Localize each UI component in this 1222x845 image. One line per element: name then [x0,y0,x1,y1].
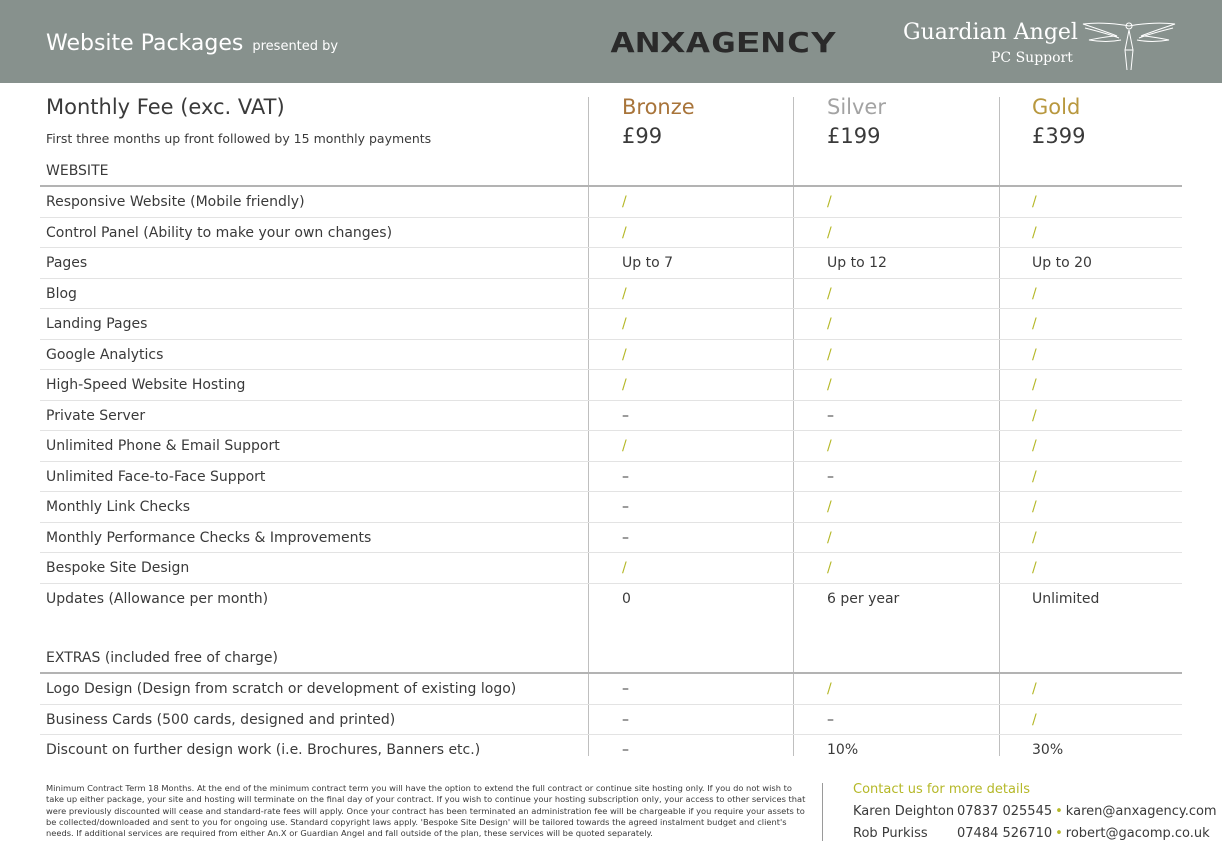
contact-email[interactable]: robert@gacomp.co.uk [1065,826,1210,841]
plan-price-silver: £199 [827,124,881,148]
anx-logo-text: ANXAGENCY [610,27,836,57]
table-row [40,735,1182,766]
extras-section-label: EXTRAS (included free of charge) [46,650,278,666]
included-mark-gold: / [1032,711,1037,728]
included-mark-gold: / [1032,194,1037,210]
contact-name: Rob Purkiss [853,826,928,841]
contact-phone: 07484 526710 [957,826,1053,841]
included-mark-bronze: / [622,377,627,393]
included-mark-gold: / [1032,346,1037,363]
plan-value-bronze: 0 [622,590,631,607]
included-mark-gold: / [1032,377,1037,393]
table-row [40,218,1182,249]
feature-label: Unlimited Face-to-Face Support [46,468,266,485]
plan-price-bronze: £99 [622,124,663,148]
included-mark-gold: / [1032,285,1037,302]
page-title [46,31,338,56]
table-row [40,279,1182,310]
anx-agency-logo [610,27,836,57]
not-included-mark-bronze: – [622,407,629,424]
plan-name-gold: Gold [1032,95,1081,119]
angel-wings-icon [1081,20,1177,72]
feature-label: Logo Design (Design from scratch or development of existing logo) [46,681,517,697]
presented-by-text: presented by [252,39,339,54]
table-row [40,309,1182,340]
website-features-table [40,187,1182,614]
website-section-label: WEBSITE [46,163,109,179]
table-row [40,340,1182,371]
included-mark-gold: / [1032,438,1037,454]
table-row [40,492,1182,523]
feature-label: Business Cards (500 cards, designed and printed) [46,711,396,728]
feature-label: Google Analytics [46,346,164,363]
not-included-mark-bronze: – [622,468,629,485]
included-mark-silver: / [827,560,832,576]
included-mark-bronze: / [622,316,627,332]
monthly-fee-title: Monthly Fee (exc. VAT) [46,95,285,119]
terms-text: Minimum Contract Term 18 Months. At the end of the minimum contract term you will have the option to extend the full contract or continue site hosting only. If you do not wish to take up either package, your site and hosting will terminate on the final day of your contract. If you wish to continue your hosting subscription only, your access to other services that were previously discounted will cease and standard-rate fees will apply. Once your contract has been terminated an administration fee will be chargeable if you require your assets to be collected/downloaded and sent to you for ongoing use. Standard copyright laws apply. 'Bespoke Site Design' will be tailored towards the agreed instalment budget and client's needs. If additional services are required from either An.X or Guardian Angel and fall outside of the plan, these services will be quoted separately. [46,783,806,839]
table-row [40,401,1182,432]
included-mark-silver: / [827,529,832,546]
feature-label: Pages [46,255,88,271]
footer-divider [822,783,823,841]
header-bar [0,0,1222,83]
feature-label: Responsive Website (Mobile friendly) [46,194,305,210]
included-mark-silver: / [827,285,832,302]
plan-name-silver: Silver [827,95,886,119]
guardian-angel-logo [903,20,1183,74]
table-row [40,674,1182,705]
included-mark-silver: / [827,438,832,454]
included-mark-bronze: / [622,285,627,302]
included-mark-bronze: / [622,438,627,454]
guardian-angel-subtitle: PC Support [991,50,1073,66]
feature-label: Control Panel (Ability to make your own changes) [46,224,393,241]
table-row [40,370,1182,401]
included-mark-silver: / [827,316,832,332]
not-included-mark-silver: – [827,468,834,485]
not-included-mark-bronze: – [622,681,629,697]
included-mark-gold: / [1032,224,1037,241]
included-mark-gold: / [1032,316,1037,332]
separator-dot: • [1055,826,1063,841]
plan-value-gold: Unlimited [1032,590,1100,607]
contact-name: Karen Deighton [853,804,955,819]
feature-label: Private Server [46,407,146,424]
plan-value-silver: 6 per year [827,590,900,607]
guardian-angel-name: Guardian Angel [903,20,1078,45]
not-included-mark-bronze: – [622,499,629,515]
not-included-mark-bronze: – [622,529,629,546]
contact-email[interactable]: karen@anxagency.com [1065,804,1217,819]
feature-label: Updates (Allowance per month) [46,590,269,607]
table-row [40,584,1182,615]
feature-label: Blog [46,285,77,302]
contact-line [853,826,1210,841]
feature-label: Monthly Link Checks [46,499,190,515]
contact-phone-wrap [957,826,1210,841]
table-row [40,431,1182,462]
included-mark-silver: / [827,499,832,515]
table-row [40,248,1182,279]
plan-value-gold: 30% [1032,742,1064,758]
included-mark-gold: / [1032,499,1037,515]
monthly-fee-subtitle: First three months up front followed by 15 monthly payments [46,131,432,146]
plan-value-bronze: Up to 7 [622,255,673,271]
separator-dot: • [1055,804,1063,819]
table-row [40,523,1182,554]
included-mark-gold: / [1032,681,1037,697]
feature-label: High-Speed Website Hosting [46,377,246,393]
included-mark-silver: / [827,377,832,393]
table-row [40,187,1182,218]
included-mark-silver: / [827,224,832,241]
included-mark-silver: / [827,194,832,210]
table-row [40,462,1182,493]
feature-label: Monthly Performance Checks & Improvements [46,529,372,546]
plan-name-bronze: Bronze [622,95,695,119]
plan-price-gold: £399 [1032,124,1086,148]
feature-label: Landing Pages [46,316,148,332]
included-mark-silver: / [827,346,832,363]
not-included-mark-silver: – [827,407,834,424]
contact-line [853,804,1217,819]
contact-phone-wrap [957,804,1217,819]
included-mark-gold: / [1032,560,1037,576]
plan-value-silver: Up to 12 [827,255,887,271]
table-row [40,705,1182,736]
not-included-mark-silver: – [827,711,834,728]
page-title-text: Website Packages [46,31,244,56]
included-mark-bronze: / [622,560,627,576]
table-row [40,553,1182,584]
contact-title: Contact us for more details [853,782,1030,797]
not-included-mark-bronze: – [622,742,629,758]
included-mark-silver: / [827,681,832,697]
included-mark-bronze: / [622,346,627,363]
plan-value-silver: 10% [827,742,859,758]
included-mark-bronze: / [622,224,627,241]
feature-label: Discount on further design work (i.e. Brochures, Banners etc.) [46,742,481,758]
contact-phone: 07837 025545 [957,804,1053,819]
extras-features-table [40,674,1182,766]
not-included-mark-bronze: – [622,711,629,728]
feature-label: Bespoke Site Design [46,560,190,576]
feature-label: Unlimited Phone & Email Support [46,438,280,454]
included-mark-gold: / [1032,468,1037,485]
included-mark-gold: / [1032,407,1037,424]
included-mark-gold: / [1032,529,1037,546]
plan-value-gold: Up to 20 [1032,255,1092,271]
included-mark-bronze: / [622,194,627,210]
